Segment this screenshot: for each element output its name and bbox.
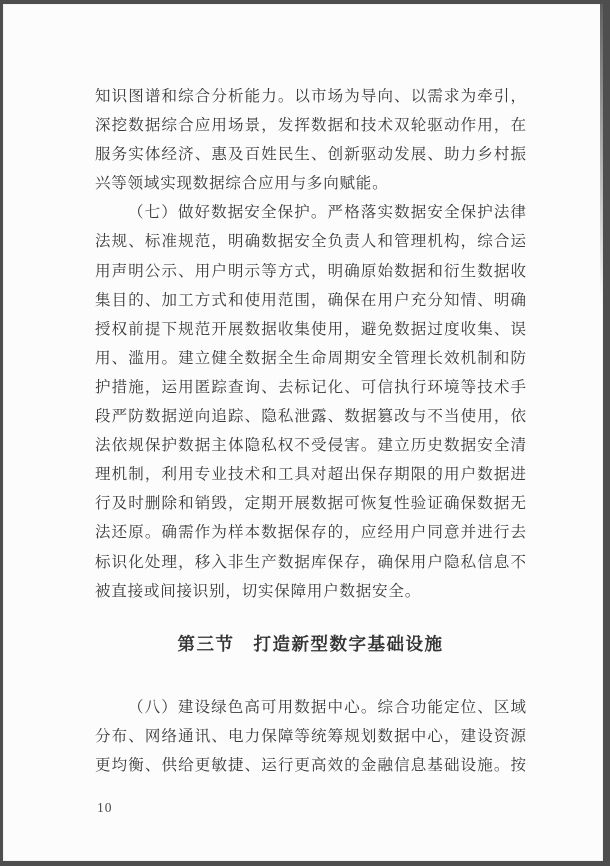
- scan-edge-right-shade: [600, 0, 603, 300]
- text-line: 授权前提下规范开展数据收集使用，避免数据过度收集、误: [95, 320, 526, 338]
- body-paragraphs: [95, 82, 526, 606]
- section-heading: 第三节 打造新型数字基础设施: [177, 634, 444, 654]
- text-line: 知识图谱和综合分析能力。以市场为导向、以需求为牵引，: [95, 88, 526, 105]
- document-page: [3, 4, 603, 861]
- text-line: 用、滥用。建立健全数据全生命周期安全管理长效机制和防: [95, 349, 526, 367]
- page-number: 10: [97, 800, 113, 815]
- text-line: 集目的、加工方式和使用范围，确保在用户充分知情、明确: [95, 291, 526, 309]
- text-line: 法依规保护数据主体隐私权不受侵害。建立历史数据安全清: [95, 437, 526, 455]
- text-line: （七）做好数据安全保护。严格落实数据安全保护法律: [128, 204, 526, 222]
- text-line: 用声明公示、用户明示等方式，明确原始数据和衍生数据收: [95, 262, 526, 280]
- text-line: 行及时删除和销毁，定期开展数据可恢复性验证确保数据无: [95, 495, 526, 513]
- text-line: 分布、网络通讯、电力保障等统筹规划数据中心，建设资源: [95, 728, 526, 746]
- paragraph-eight: [95, 693, 526, 780]
- text-line: 标识化处理，移入非生产数据库保存，确保用户隐私信息不: [95, 553, 526, 571]
- text-line: 被直接或间接识别，切实保障用户数据安全。: [95, 582, 422, 600]
- text-line: 法规、标准规范，明确数据安全负责人和管理机构，综合运: [95, 233, 526, 251]
- text-line: 兴等领域实现数据综合应用与多向赋能。: [95, 175, 389, 193]
- text-line: 深挖数据综合应用场景，发挥数据和技术双轮驱动作用，在: [95, 117, 526, 135]
- text-line: 段严防数据逆向追踪、隐私泄露、数据篡改与不当使用，依: [95, 408, 526, 426]
- text-line: 服务实体经济、惠及百姓民生、创新驱动发展、助力乡村振: [95, 146, 526, 164]
- text-line: 更均衡、供给更敏捷、运行更高效的金融信息基础设施。按: [95, 757, 526, 775]
- text-line: （八）建设绿色高可用数据中心。综合功能定位、区域: [128, 699, 526, 716]
- text-line: 护措施，运用匿踪查询、去标记化、可信执行环境等技术手: [95, 378, 526, 396]
- text-line: 法还原。确需作为样本数据保存的，应经用户同意并进行去: [95, 524, 526, 542]
- text-line: 理机制，利用专业技术和工具对超出保存期限的用户数据进: [95, 466, 526, 484]
